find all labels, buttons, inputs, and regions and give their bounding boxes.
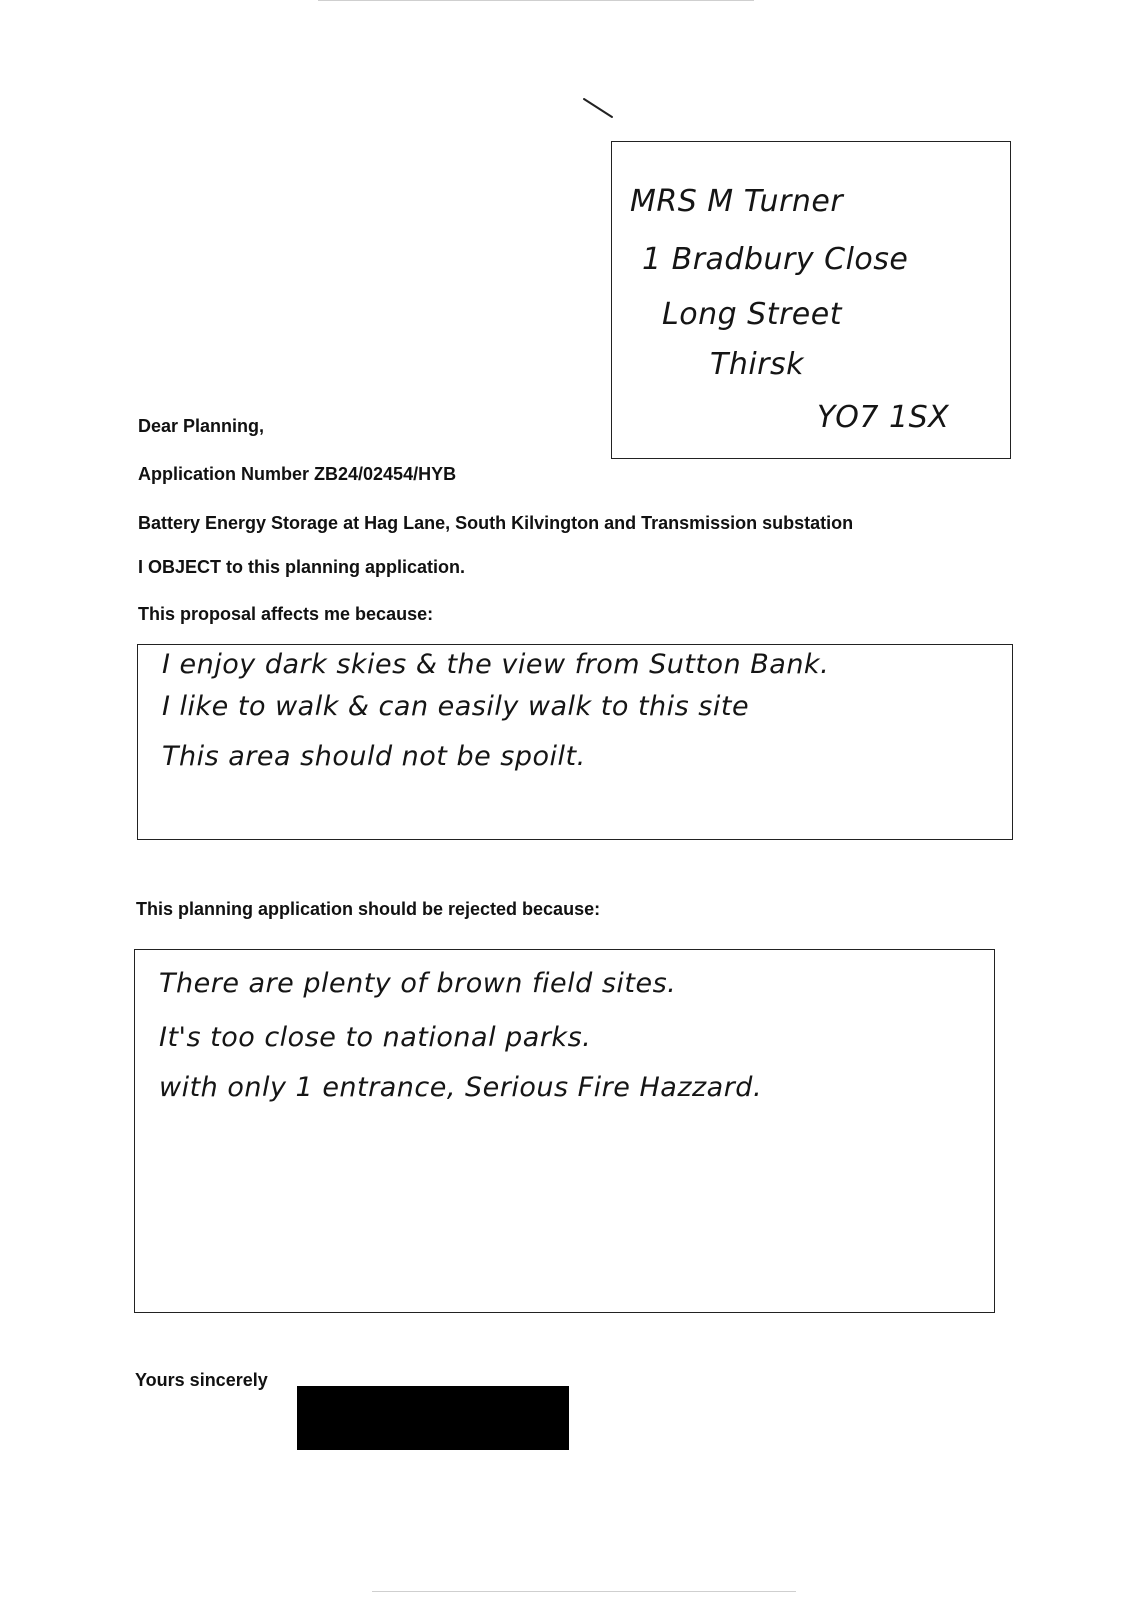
affects-line-3: This area should not be spoilt. — [162, 741, 586, 772]
objection-rest: to this planning application. — [221, 557, 466, 577]
address-box — [611, 141, 1011, 459]
scan-edge-bottom — [372, 1591, 796, 1592]
affects-response-box — [137, 644, 1013, 840]
affects-line-2: I like to walk & can easily walk to this site — [162, 691, 750, 722]
salutation: Dear Planning, — [138, 416, 265, 436]
address-road: Long Street — [662, 297, 842, 332]
application-number: Application Number ZB24/02454/HYB — [138, 464, 457, 484]
pen-stroke-mark — [582, 96, 618, 122]
rejected-response-box — [134, 949, 995, 1313]
rejected-line-2: It's too close to national parks. — [159, 1022, 592, 1053]
address-postcode: YO7 1SX — [817, 400, 950, 435]
rejected-line-1: There are plenty of brown field sites. — [159, 968, 677, 999]
address-name: MRS M Turner — [630, 184, 844, 219]
subject-line: Battery Energy Storage at Hag Lane, South Kilvington and Transmission substation — [138, 513, 854, 533]
address-town: Thirsk — [710, 347, 805, 382]
affects-line-1: I enjoy dark skies & the view from Sutton Bank. — [162, 649, 830, 680]
signature-redaction — [297, 1386, 569, 1450]
scan-edge-top — [318, 0, 754, 1]
objection-statement — [138, 557, 465, 578]
closing: Yours sincerely — [135, 1370, 268, 1390]
rejected-line-3: with only 1 entrance, Serious Fire Hazzard. — [159, 1072, 763, 1103]
objection-lead: I OBJECT — [138, 557, 222, 577]
address-street: 1 Bradbury Close — [642, 242, 909, 277]
rejected-heading: This planning application should be rejected because: — [136, 899, 601, 919]
affects-heading: This proposal affects me because: — [138, 604, 434, 624]
